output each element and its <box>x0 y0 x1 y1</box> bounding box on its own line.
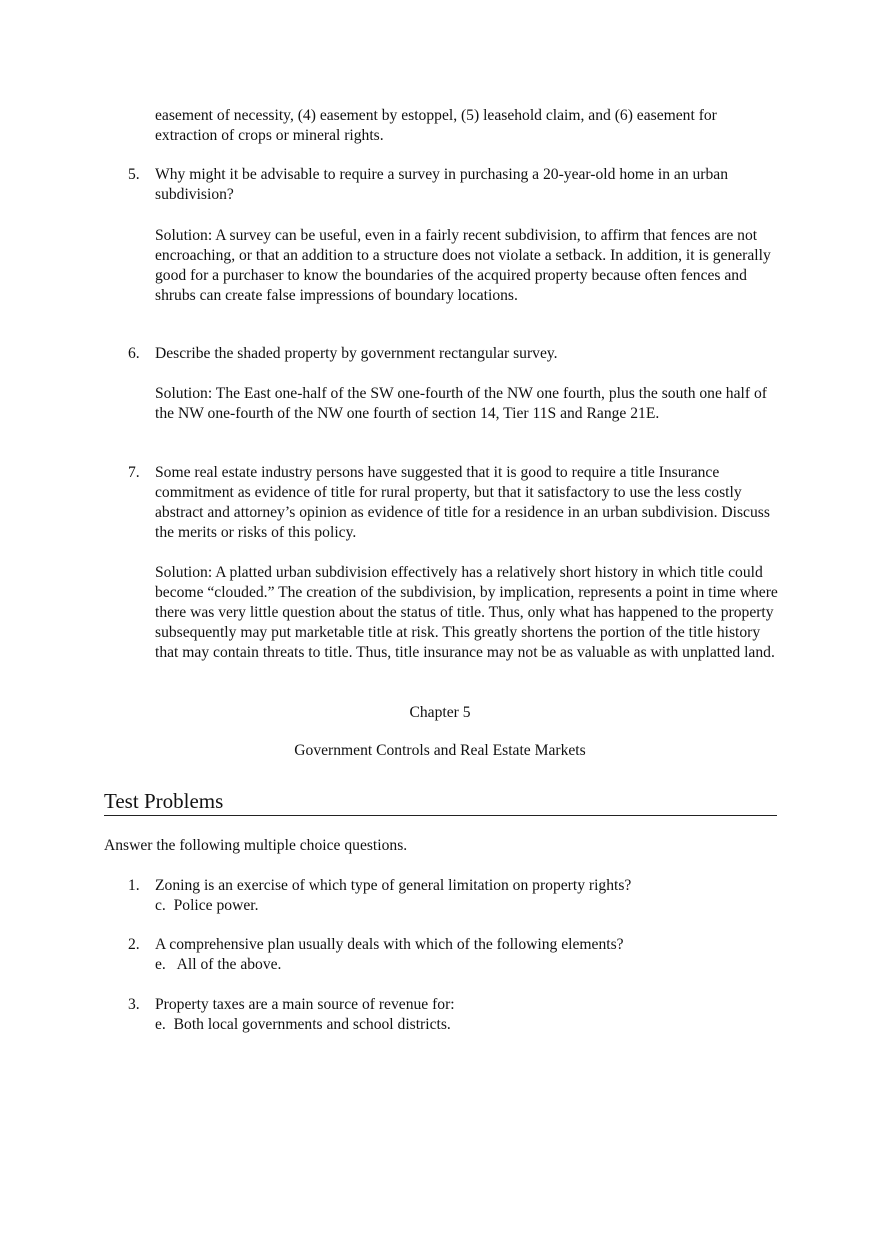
question-number: 6. <box>128 345 140 362</box>
problem-question: Zoning is an exercise of which type of general limitation on property rights? <box>155 877 632 894</box>
chapter-title: Government Controls and Real Estate Markets <box>294 742 586 759</box>
problem-number: 1. <box>128 877 140 894</box>
continuation-text: easement of necessity, (4) easement by estoppel, (5) leasehold claim, and (6) easement for extraction of crops or mineral rights. <box>155 107 717 144</box>
question-number: 7. <box>128 464 140 481</box>
question-number: 5. <box>128 166 140 183</box>
problem-answer: e. All of the above. <box>155 956 282 973</box>
question-text: Some real estate industry persons have suggested that it is good to require a title Insurance commitment as evidence of title for rural property, but that it satisfactory to use the less costly abstract and attorney’s opinion as evidence of title for a residence in an urban subdivision. Discuss the merits or risks of this policy. <box>155 464 770 541</box>
chapter-label: Chapter 5 <box>409 704 471 721</box>
solution-text: Solution: A survey can be useful, even in a fairly recent subdivision, to affirm that fences are not encroaching, or that an addition to a structure does not violate a setback. In addition, it is generally good for a purchaser to know the boundaries of the acquired property because often fences and shrubs can create false impressions of boundary locations. <box>155 227 771 304</box>
problem-number: 2. <box>128 936 140 953</box>
solution-text: Solution: The East one-half of the SW one-fourth of the NW one fourth, plus the south one half of the NW one-fourth of the NW one fourth of section 14, Tier 11S and Range 21E. <box>155 385 767 422</box>
question-text: Describe the shaded property by government rectangular survey. <box>155 345 558 362</box>
problem-answer: c. Police power. <box>155 897 259 914</box>
problem-answer: e. Both local governments and school districts. <box>155 1016 451 1033</box>
section-heading: Test Problems <box>104 788 777 816</box>
question-text: Why might it be advisable to require a survey in purchasing a 20-year-old home in an urban subdivision? <box>155 166 729 203</box>
problem-number: 3. <box>128 996 140 1013</box>
solution-text: Solution: A platted urban subdivision effectively has a relatively short history in which title could become “clouded.” The creation of the subdivision, by implication, represents a point in time where there was very little question about the status of title. Thus, only what has happened to the property subsequently may put marketable title at risk. This greatly shortens the portion of the title history that may contain threats to title. Thus, title insurance may not be as valuable as with unplatted land. <box>155 564 778 661</box>
problem-question: A comprehensive plan usually deals with which of the following elements? <box>155 936 624 953</box>
problem-question: Property taxes are a main source of revenue for: <box>155 996 455 1013</box>
instructions-text: Answer the following multiple choice questions. <box>104 837 408 854</box>
